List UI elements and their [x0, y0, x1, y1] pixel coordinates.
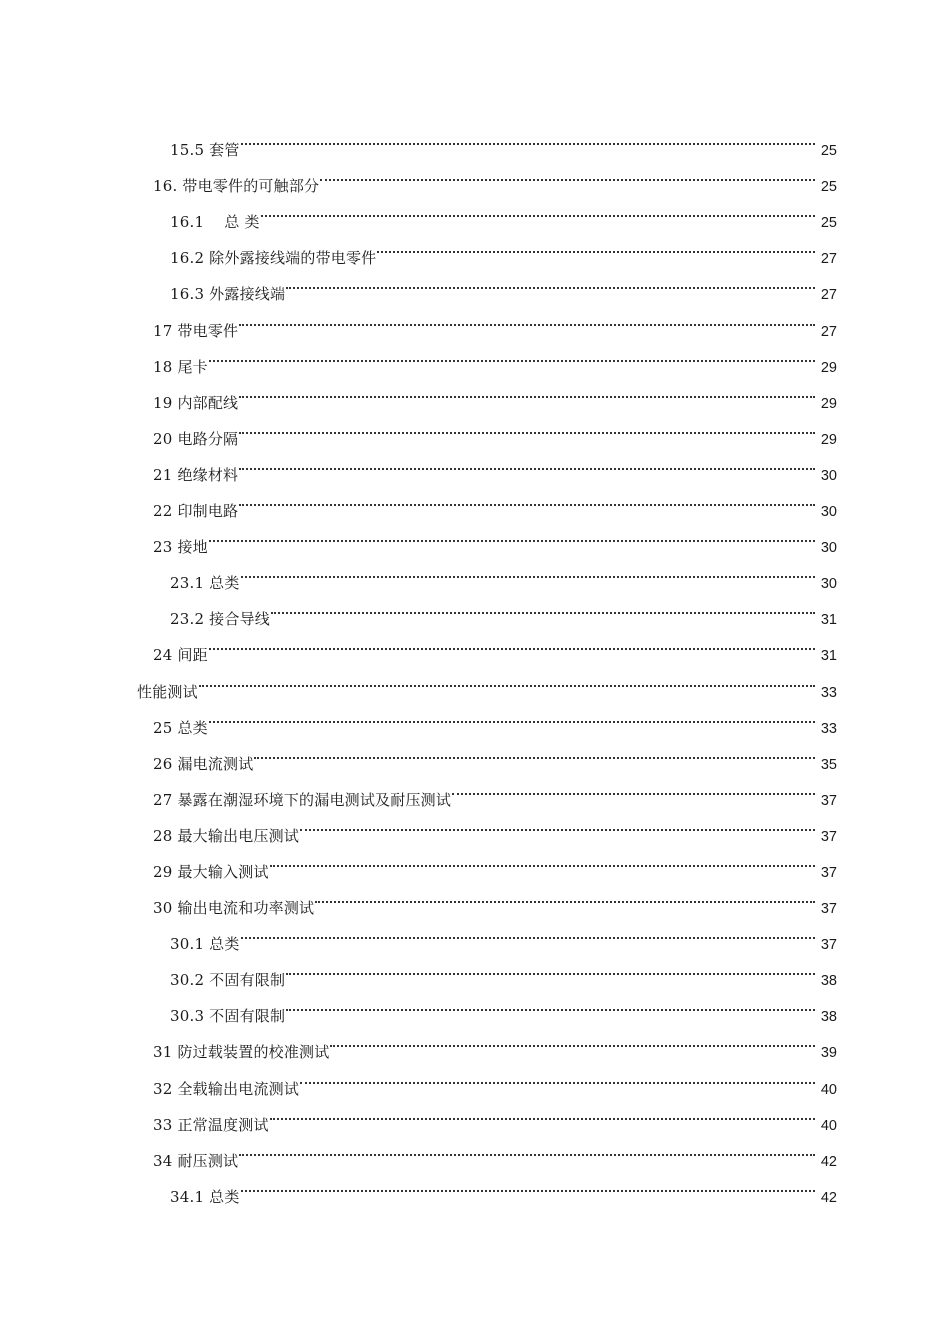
- toc-entry[interactable]: [137, 697, 837, 737]
- toc-entry-title: 18 尾卡: [153, 357, 208, 376]
- toc-entry-title: 21 绝缘材料: [153, 465, 239, 484]
- toc-dot-leader: [285, 263, 817, 299]
- toc-dot-leader: [253, 733, 817, 769]
- toc-dot-leader: [198, 660, 817, 696]
- toc-entry-title: 19 内部配线: [153, 393, 239, 412]
- toc-entry-title: 16.3 外露接线端: [170, 285, 286, 304]
- toc-entry-page-number: 35: [820, 756, 837, 773]
- toc-entry-title: 25 总类: [153, 718, 208, 737]
- toc-dot-leader: [238, 480, 817, 516]
- toc-entry[interactable]: [137, 444, 837, 484]
- toc-entry-title: 16. 带电零件的可触部分: [153, 177, 320, 196]
- toc-entry[interactable]: [137, 733, 837, 773]
- toc-dot-leader: [208, 624, 817, 660]
- toc-entry-page-number: 30: [820, 540, 837, 557]
- toc-entry-title: 34 耐压测试: [153, 1151, 239, 1170]
- toc-entry-page-number: 29: [820, 395, 837, 412]
- toc-entry-page-number: 40: [820, 1117, 837, 1134]
- toc-dot-leader: [240, 119, 817, 155]
- toc-dot-leader: [451, 769, 817, 805]
- toc-entry-page-number: 31: [820, 648, 837, 665]
- toc-entry-title: 30.1 总类: [170, 935, 240, 954]
- toc-dot-leader: [269, 1094, 817, 1130]
- toc-dot-leader: [240, 913, 817, 949]
- toc-dot-leader: [238, 299, 817, 335]
- toc-dot-leader: [376, 227, 817, 263]
- toc-entry[interactable]: [137, 624, 837, 665]
- toc-entry-title: 33 正常温度测试: [153, 1115, 269, 1134]
- toc-entry-page-number: 38: [820, 973, 837, 990]
- toc-entry[interactable]: [137, 1130, 837, 1170]
- toc-entry[interactable]: [137, 299, 837, 340]
- toc-entry[interactable]: [137, 336, 837, 376]
- toc-entry-title: 23.1 总类: [170, 574, 240, 593]
- toc-entry[interactable]: [137, 552, 837, 593]
- toc-entry-page-number: 30: [820, 576, 837, 593]
- toc-dot-leader: [208, 336, 817, 372]
- toc-entry-page-number: 31: [820, 612, 837, 629]
- toc-entry-title: 23.2 接合导线: [170, 610, 270, 629]
- toc-entry[interactable]: [137, 408, 837, 448]
- toc-entry-page-number: 33: [820, 684, 837, 701]
- toc-entry-page-number: 37: [820, 792, 837, 809]
- toc-entry[interactable]: [137, 588, 837, 629]
- table-of-contents: [137, 119, 837, 1206]
- toc-entry-page-number: 27: [820, 323, 837, 340]
- toc-entry[interactable]: [137, 155, 837, 196]
- toc-entry-page-number: 25: [820, 179, 837, 196]
- toc-dot-leader: [269, 841, 817, 877]
- toc-entry-title: 32 全载输出电流测试: [153, 1079, 300, 1098]
- toc-entry-page-number: 37: [820, 864, 837, 881]
- toc-entry-title: 29 最大输入测试: [153, 862, 269, 881]
- toc-entry-title: 16.2 除外露接线端的带电零件: [170, 249, 377, 268]
- toc-entry[interactable]: [137, 119, 837, 160]
- toc-entry-page-number: 33: [820, 720, 837, 737]
- toc-entry-title: 27 暴露在潮湿环境下的漏电测试及耐压测试: [153, 790, 452, 809]
- toc-entry-page-number: 29: [820, 359, 837, 376]
- toc-dot-leader: [238, 444, 817, 480]
- toc-entry[interactable]: [137, 1166, 837, 1206]
- toc-dot-leader: [285, 985, 817, 1021]
- toc-entry-title: 34.1 总类: [170, 1187, 240, 1206]
- toc-entry-title: 31 防过载装置的校准测试: [153, 1043, 330, 1062]
- toc-entry-title: 17 带电零件: [153, 321, 239, 340]
- toc-dot-leader: [238, 1130, 817, 1166]
- toc-entry-page-number: 27: [820, 251, 837, 268]
- toc-entry[interactable]: [137, 480, 837, 521]
- toc-entry-page-number: 37: [820, 901, 837, 918]
- toc-entry-title: 28 最大输出电压测试: [153, 826, 300, 845]
- toc-dot-leader: [240, 1166, 817, 1202]
- toc-entry-page-number: 25: [820, 215, 837, 232]
- toc-entry-title: 23 接地: [153, 538, 208, 557]
- toc-entry-title: 30 输出电流和功率测试: [153, 899, 315, 918]
- toc-entry-page-number: 40: [820, 1081, 837, 1098]
- toc-entry[interactable]: [137, 516, 837, 557]
- toc-entry-page-number: 25: [820, 143, 837, 160]
- toc-dot-leader: [314, 877, 817, 913]
- toc-entry-page-number: 37: [820, 937, 837, 954]
- toc-entry-page-number: 37: [820, 828, 837, 845]
- toc-entry-title: 性能测试: [137, 682, 198, 701]
- toc-dot-leader: [299, 1057, 817, 1093]
- toc-dot-leader: [240, 552, 817, 588]
- toc-dot-leader: [238, 408, 817, 444]
- toc-entry[interactable]: [137, 372, 837, 412]
- toc-dot-leader: [260, 191, 817, 227]
- toc-entry-title: 24 间距: [153, 646, 208, 665]
- toc-entry-page-number: 39: [820, 1045, 837, 1062]
- toc-entry-page-number: 42: [820, 1153, 837, 1170]
- toc-dot-leader: [329, 1021, 817, 1057]
- toc-entry-title: 20 电路分隔: [153, 429, 239, 448]
- toc-dot-leader: [208, 516, 817, 552]
- toc-entry-title: 30.3 不固有限制: [170, 1007, 286, 1026]
- toc-entry[interactable]: [137, 660, 837, 701]
- toc-entry[interactable]: [137, 949, 837, 990]
- toc-entry-title: 26 漏电流测试: [153, 754, 254, 773]
- toc-dot-leader: [238, 372, 817, 408]
- toc-entry-title: 15.5 套管: [170, 141, 240, 160]
- toc-dot-leader: [285, 949, 817, 985]
- toc-entry-page-number: 30: [820, 467, 837, 484]
- toc-dot-leader: [299, 805, 817, 841]
- toc-entry-page-number: 30: [820, 504, 837, 521]
- toc-entry-page-number: 29: [820, 431, 837, 448]
- toc-entry-page-number: 27: [820, 287, 837, 304]
- toc-dot-leader: [319, 155, 817, 191]
- toc-entry-page-number: 42: [820, 1189, 837, 1206]
- toc-entry-page-number: 38: [820, 1009, 837, 1026]
- toc-dot-leader: [208, 697, 817, 733]
- toc-entry-title: 30.2 不固有限制: [170, 971, 286, 990]
- toc-entry-title: 22 印制电路: [153, 502, 239, 521]
- toc-entry[interactable]: [137, 913, 837, 954]
- toc-entry-title: 16.1 总 类: [170, 213, 260, 232]
- toc-dot-leader: [270, 588, 817, 624]
